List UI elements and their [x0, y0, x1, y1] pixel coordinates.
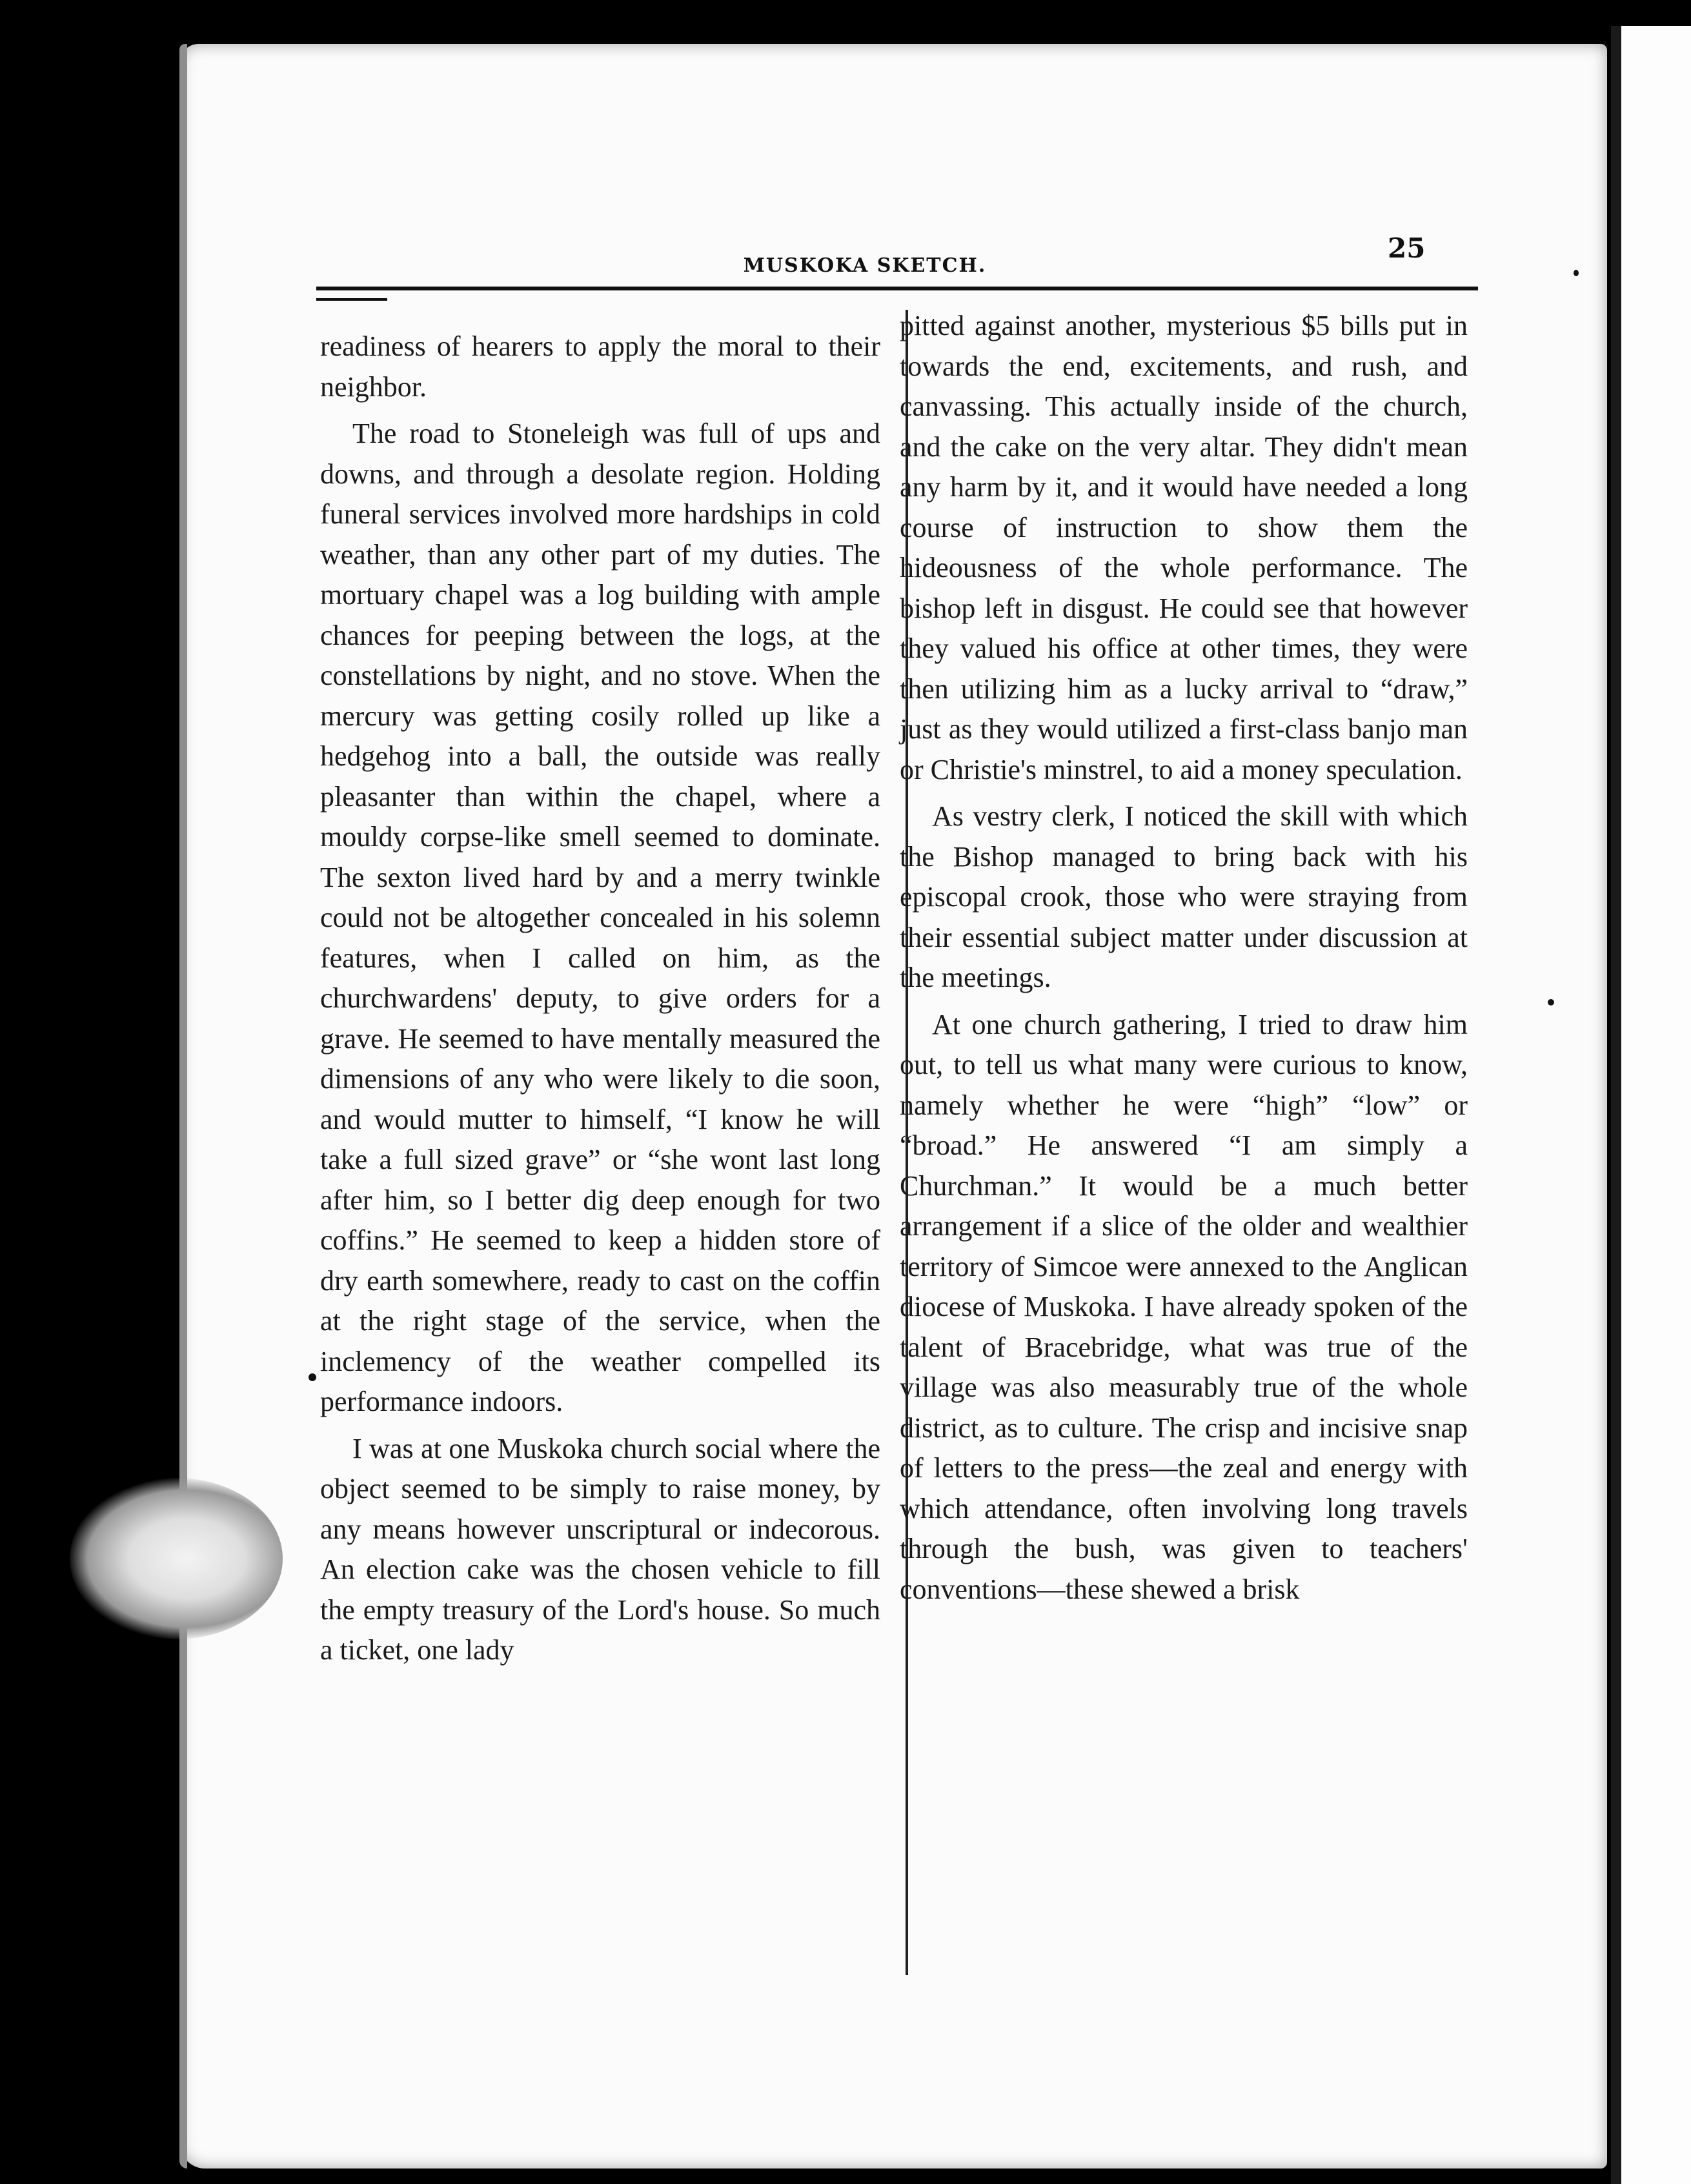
right-paragraph-1: pitted against another, mysterious $5 bills put in towards the end, excitements, and rush, and canvassing. This actually inside of the church, and the cake on the very altar. They didn't mean any harm by it, and it would have needed a long course of instruction to show them the hideousness of the whole performance. The bishop left in disgust. He could see that however they valued his office at other times, they were then utilizing him as a lucky arrival to “draw,” just as they would utilized a first-class banjo man or Christie's minstrel, to aid a money speculation.	[900, 310, 1468, 785]
header-rule-short	[316, 298, 387, 301]
running-head: MUSKOKA SKETCH.	[743, 254, 987, 277]
left-column	[320, 327, 880, 1677]
right-column	[900, 306, 1468, 1616]
ink-speck	[1574, 270, 1579, 276]
left-paragraph-3: I was at one Muskoka church social where the object seemed to be simply to raise money, by any means however unscriptural or indecorous. An election cake was the chosen vehicle to fill the empty treasury of the Lord's house. So much a ticket, one lady	[320, 1432, 880, 1666]
ink-speck	[309, 1373, 316, 1381]
right-paragraph-3: At one church gathering, I tried to draw him out, to tell us what many were curious to know, namely whether he were “high” “low” or “broad.” He answered “I am simply a Churchman.” It would be a much better arrangement if a slice of the older and wealthier territory of Simcoe were annexed to the Anglican diocese of Muskoka. I have already spoken of the talent of Bracebridge, what was true of the village was also measurably true of the whole district, as to culture. The crisp and incisive snap of letters to the press—the zeal and energy with which attendance, often involving long travels through the bush, was given to teachers' conventions—these shewed a brisk	[900, 1008, 1468, 1605]
left-paragraph-2: The road to Stoneleigh was full of ups and downs, and through a desolate region. Holding funeral services involved more hardships in cold weather, than any other part of my duties. The mortuary chapel was a log building with ample chances for peeping between the logs, at the constellations by night, and no stove. When the mercury was getting cosily rolled up like a hedgehog into a ball, the outside was really pleasanter than within the chapel, where a mouldy corpse-like smell seemed to dominate. The sexton lived hard by and a merry twinkle could not be altogether concealed in his solemn features, when I called on him, as the churchwardens' deputy, to give orders for a grave. He seemed to have mentally measured the dimensions of any who were likely to die soon, and would mutter to himself, “I know he will take a full sized grave” or “she wont last long after him, so I better dig deep enough for two coffins.” He seemed to keep a hidden store of dry earth somewhere, ready to cast on the coffin at the right stage of the service, when the inclemency of the weather compelled its performance indoors.	[320, 418, 880, 1417]
right-paragraph-2: As vestry clerk, I noticed the skill with which the Bishop managed to bring back with his episcopal crook, those who were straying from their essential subject matter under discussion at the meetings.	[900, 800, 1468, 993]
paper-damage-smudge	[70, 1478, 283, 1639]
facing-page-edge	[1611, 26, 1691, 2184]
ink-speck	[1548, 999, 1554, 1006]
page-number: 25	[1388, 232, 1426, 264]
header-rule	[316, 287, 1478, 290]
left-paragraph-1: readiness of hearers to apply the moral to their neighbor.	[320, 330, 880, 403]
page-binding-edge	[179, 44, 187, 2169]
